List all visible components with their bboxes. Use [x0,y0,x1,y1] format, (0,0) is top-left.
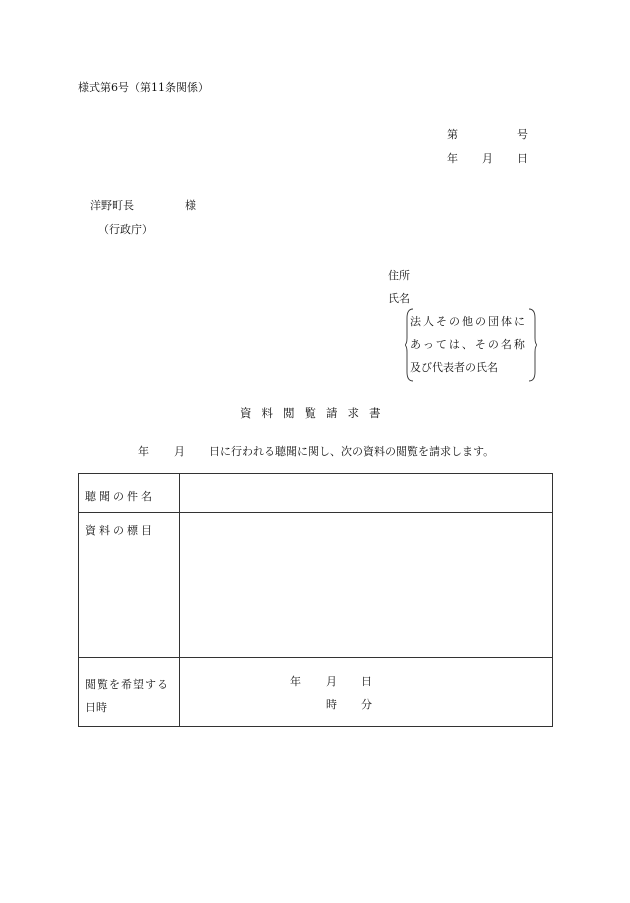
note-line-1: 法人その他の団体に [410,315,527,328]
addressee-dept: （行政庁） [98,223,153,236]
request-text: 日に行われる聴聞に関し、次の資料の閲覧を請求します。 [209,445,495,458]
datetime-label-line1: 閲覧を希望する [85,678,169,691]
datetime-month: 月 [326,675,337,688]
materials-label: 資料の標目 [85,524,155,537]
subject-label: 聴聞の件名 [85,490,155,503]
note-line-2: あっては、その名称 [410,338,527,351]
document-title: 資料閲覧請求書 [240,406,391,420]
form-number: 様式第6号（第11条関係） [78,81,209,94]
request-month: 月 [174,445,185,458]
table-row-datetime [79,658,552,726]
addressee-name: 洋野町長 [90,199,134,212]
date-year: 年 [447,152,458,165]
datetime-label-line2: 日時 [85,701,107,714]
date-day: 日 [517,152,528,165]
doc-number-prefix: 第 [447,128,458,141]
date-month: 月 [482,152,493,165]
table-row-materials [79,513,552,658]
datetime-hour: 時 [326,698,337,711]
datetime-day: 日 [361,675,372,688]
table-row-subject [79,474,552,513]
addressee-honorific: 様 [185,199,196,212]
name-label: 氏名 [388,292,410,305]
address-label: 住所 [388,269,410,282]
note-line-3: 及び代表者の氏名 [410,361,498,374]
request-year: 年 [138,445,149,458]
datetime-minute: 分 [361,698,372,711]
corporate-note [405,308,537,382]
datetime-year: 年 [290,675,301,688]
doc-number-suffix: 号 [517,128,528,141]
request-table [78,473,553,727]
